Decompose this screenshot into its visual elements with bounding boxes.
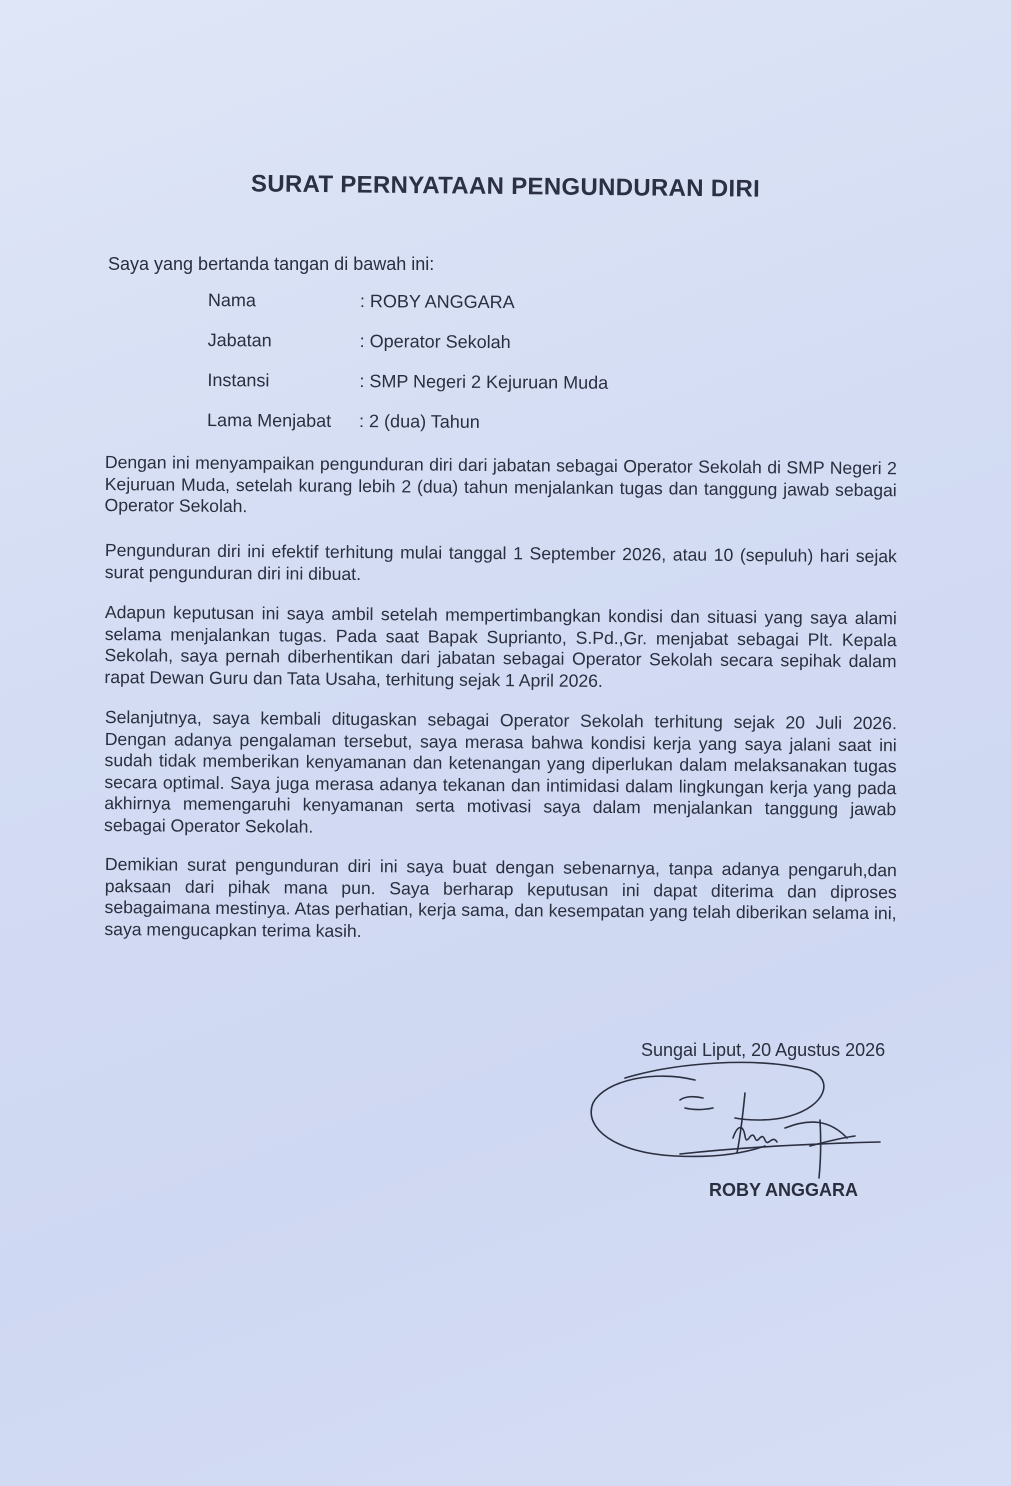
identity-label: Nama — [207, 290, 257, 311]
place-date: Sungai Liput, 20 Agustus 2026 — [641, 1040, 886, 1060]
letter-title: SURAT PERNYATAAN PENGUNDURAN DIRI — [250, 170, 761, 203]
signer-name: ROBY ANGGARA — [709, 1180, 859, 1200]
paragraph-reason: Adapun keputusan ini saya ambil setelah mempertimbangkan kondisi dan situasi yang saya alami selama menjalankan tugas. Pada saat Bapak Suprianto, S.Pd.,Gr. menjabat sebagai Plt. Kepala Sekolah, saya pernah diberhentikan dari jabatan sebagai Operator Sekolah secara sepihak dalam rapat Dewan Guru dan Tata Usaha, terhitung sejak 1 April 2026. — [104, 602, 897, 691]
paragraph-reassignment: Selanjutnya, saya kembali ditugaskan sebagai Operator Sekolah terhitung sejak 20 Juli 2026. Dengan adanya pengalaman tersebut, saya merasa bahwa kondisi kerja yang saya jalani saat ini sudah tidak memberikan kenyamanan dan ketenangan yang diperlukan dalam melaksanakan tugas secara optimal. Saya juga merasa adanya tekanan dan intimidasi dalam lingkungan kerja yang pada akhirnya memengaruhi kenyamanan serta motivasi saya dalam menjalankan tanggung jawab sebagai Operator Sekolah. — [103, 707, 897, 837]
identity-value: : SMP Negeri 2 Kejuruan Muda — [359, 371, 609, 393]
intro-text: Saya yang bertanda tangan di bawah ini: — [108, 254, 435, 274]
paragraph-closing: Demikian surat pengunduran diri ini saya buat dengan sebenarnya, tanpa adanya pengaruh,dan paksaan dari pihak mana pun. Saya berharap keputusan ini dapat diterima dan diproses sebagaimana mestinya. Atas perhatian, kerja sama, dan kesempatan yang telah diberikan selama ini, saya mengucapkan terima kasih. — [104, 854, 897, 941]
identity-label: Instansi — [207, 369, 270, 391]
identity-value: : 2 (dua) Tahun — [359, 411, 480, 432]
handwritten-signature — [585, 1058, 885, 1183]
identity-row-lama-menjabat — [207, 410, 727, 454]
identity-value: : ROBY ANGGARA — [359, 291, 515, 313]
paragraph-resignation: Dengan ini menyampaikan pengunduran diri dari jabatan sebagai Operator Sekolah di SMP Negeri 2 Kejuruan Muda, setelah kurang lebih 2 (dua) tahun menjalankan tugas dan tanggung jawab sebagai Operator Sekolah. — [104, 452, 897, 517]
paragraph-effective-date: Pengunduran diri ini efektif terhitung mulai tanggal 1 September 2026, atau 10 (sepuluh) hari sejak surat pengunduran diri ini dibuat. — [104, 540, 897, 584]
identity-row-nama — [208, 290, 728, 334]
identity-label: Lama Menjabat — [207, 409, 332, 431]
identity-row-instansi — [207, 370, 727, 414]
identity-label: Jabatan — [207, 329, 272, 351]
identity-block — [207, 290, 728, 454]
identity-row-jabatan — [207, 330, 727, 374]
identity-value: : Operator Sekolah — [359, 331, 511, 353]
